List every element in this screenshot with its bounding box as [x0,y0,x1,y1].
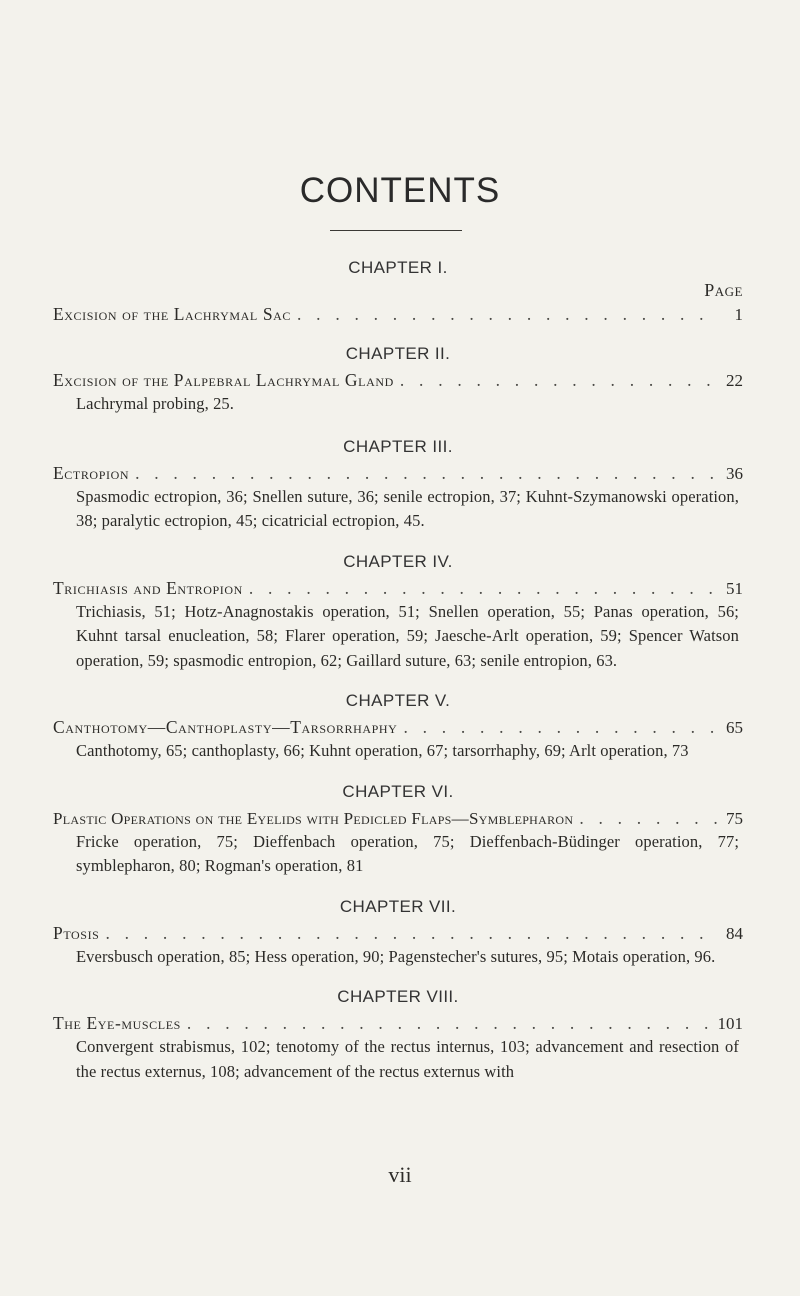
contents-list [53,254,743,1084]
chapter-title: Plastic Operations on the Eyelids with Pedicled Flaps—Symblepharon [53,808,574,828]
chapter-entry [53,921,743,945]
chapter-4 [53,548,743,674]
chapter-entry [53,368,743,392]
chapter-heading: CHAPTER III. [343,436,453,456]
chapter-8 [53,983,743,1084]
chapter-topics: Convergent strabismus, 102; tenotomy of the rectus internus, 103; advancement and resection of the rectus externus, 108; advancement of the rectus externus with [76,1037,739,1081]
chapter-title: Ectropion [53,462,130,483]
chapter-heading: CHAPTER II. [345,344,451,363]
dot-leader [105,921,719,945]
chapter-page-number: 51 [726,578,743,598]
chapter-topics: Lachrymal probing, 25. [76,394,234,413]
dot-leader [187,1011,714,1035]
chapter-heading: CHAPTER VII. [339,896,457,916]
chapter-topics: Eversbusch operation, 85; Hess operation, 90; Pagenstecher's sutures, 95; Motais operation, 96. [76,946,716,966]
chapter-topics: Fricke operation, 75; Dieffenbach operation, 75; Dieffenbach-Büdinger operation, 77; symblepharon, 80; Rogman's operation, 81 [76,831,739,875]
dot-leader [297,302,719,326]
chapter-page-number: 1 [734,305,743,324]
chapter-page-number: 36 [726,463,743,483]
dot-leader [249,576,719,600]
chapter-page-number: 84 [726,923,743,943]
chapter-5 [53,687,743,764]
chapter-page-number: 22 [726,371,743,390]
chapter-page-number: 75 [726,808,743,828]
chapter-entry [53,461,743,485]
chapter-entry [53,806,743,830]
chapter-entry [53,1011,743,1035]
dot-leader [135,461,719,485]
page-folio: vii [388,1162,412,1187]
chapter-topics: Trichiasis, 51; Hotz-Anagnostakis operation, 51; Snellen operation, 55; Panas operation, 56; Kuhnt tarsal enucleation, 58; Flarer operation, 59; Jaesche-Arlt operation, 59; Spencer Watson operation, 59; spasmodic entropion, 62; Gaillard suture, 63; senile entropion, 63. [76,601,739,670]
chapter-heading: CHAPTER IV. [343,551,453,571]
chapter-title: The Eye-muscles [53,1013,181,1033]
dot-leader [403,715,719,739]
chapter-entry [53,302,743,326]
chapter-title: Excision of the Lachrymal Sac [53,304,292,324]
chapter-1 [53,254,743,326]
chapter-entry [53,715,743,739]
chapter-topics: Spasmodic ectropion, 36; Snellen suture, 36; senile ectropion, 37; Kuhnt-Szymanowski operation, 38; paralytic ectropion, 45; cicatricial ectropion, 45. [76,486,739,530]
page-title: CONTENTS [299,171,501,210]
chapter-2 [53,340,743,417]
chapter-title: Canthotomy—Canthoplasty—Tarsorrhaphy [53,717,398,737]
dot-leader [579,806,719,830]
chapter-heading: CHAPTER I. [348,258,448,277]
chapter-6 [53,778,743,879]
chapter-title: Ptosis [53,922,100,943]
dot-leader [400,368,719,392]
chapter-heading: CHAPTER VI. [342,781,454,801]
chapter-topics: Canthotomy, 65; canthoplasty, 66; Kuhnt operation, 67; tarsorrhaphy, 69; Arlt operation, 73 [76,741,689,760]
chapter-page-number: 65 [726,718,743,737]
chapter-heading: CHAPTER V. [345,691,451,710]
title-rule [330,230,462,231]
chapter-heading: CHAPTER VIII. [337,987,459,1006]
chapter-entry [53,576,743,600]
chapter-title: Excision of the Palpebral Lachrymal Gland [53,370,394,390]
chapter-page-number: 101 [717,1014,743,1033]
chapter-7 [53,893,743,970]
page-column-label: Page [704,280,743,300]
chapter-title: Trichiasis and Entropion [53,577,243,598]
chapter-3 [53,433,743,534]
